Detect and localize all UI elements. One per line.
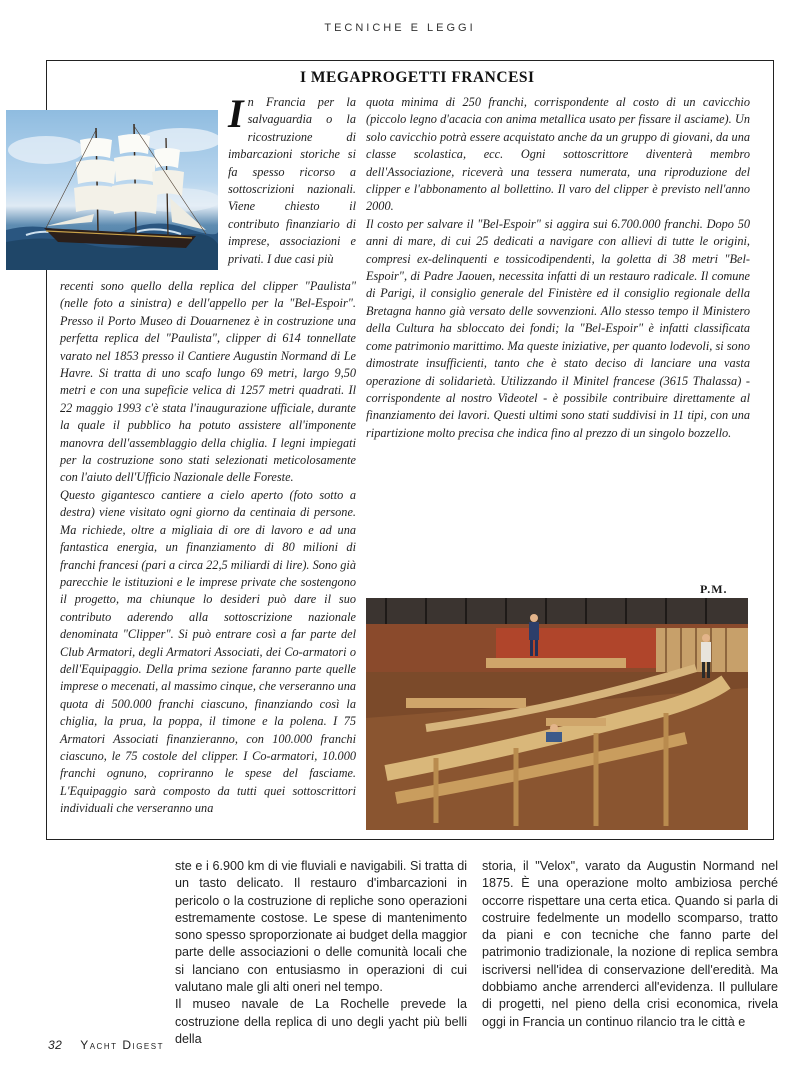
drop-cap: I bbox=[228, 91, 244, 136]
magazine-name: Yacht Digest bbox=[80, 1038, 164, 1052]
article-paragraph: storia, il "Velox", varato da Augustin Normand nel 1875. È una operazione molto ambiziosa perché occorre rispettare una certa etica. Quando si parla di costruire fedelmente un modello scomparso, tratto da piani e con tecniche che fanno parte del patrimonio tradizionale, la nozione di replica sembra iscriversi nell'idea di conservazione dell'eredità. Ma dobbiamo anche arrenderci all'evidenza. Il pullulare di progetti, nel pieno della crisi economica, rivela oggi in Francia un continuo rilancio tra le città e bbox=[482, 859, 778, 1029]
box-text-left-top bbox=[228, 91, 356, 268]
clipper-painting bbox=[6, 110, 218, 270]
box-paragraph: Il costo per salvare il "Bel-Espoir" si aggira sui 6.700.000 franchi. Dopo 50 anni di mare, di cui 25 dedicati a navigare con allievi di tutte le origini, compresi ex-delinquenti e tossicodipendenti, la goletta di 38 metri "Bel-Espoir", di Padre Jaouen, necessita infatti di un restauro radicale. Il comune di Parigi, il consiglio generale del Finistère ed il consiglio regionale della Bretagna hanno già versato delle sovvenzioni. Allo stesso tempo il Ministero della Cultura ha sbloccato dei fondi; la "Bel-Espoir" è infatti classificata come patrimonio marittimo. Ma queste iniziative, per quanto lodevoli, si sono dimostrate insufficienti, tanto che è stato deciso di lanciare una vasta operazione di solidarietà. Utilizzando il Minitel francese (3615 Thalassa) -corrispondente al nostro Videotel - è possibile contribuire direttamente al finanziamento dei lavori. Questi ultimi sono stati suddivisi in 11 tipi, con una ripartizione molto precisa che indica fino al prezzo di un singolo bozzello. bbox=[366, 216, 750, 440]
page-footer bbox=[48, 1038, 164, 1052]
box-text-left-bottom bbox=[60, 278, 356, 818]
box-title: I MEGAPROGETTI FRANCESI bbox=[300, 69, 535, 86]
box-text-right bbox=[366, 94, 750, 442]
box-paragraph: n Francia per la salvaguardia o la ricostruzione di imbarcazioni storiche si fa spesso ricorso a sottoscrizioni nazionali. Viene chiesto il contributo finanziario di imprese, associazioni e privati. I due casi più bbox=[228, 95, 356, 266]
section-header: TECNICHE E LEGGI bbox=[324, 22, 476, 34]
article-paragraph: ste e i 6.900 km di vie fluviali e navigabili. Si tratta di un tasto delicato. Il restauro d'imbarcazioni in pericolo o la costruzione di repliche sono operazioni estremamente costose. Le spese di mantenimento sono spesso sproporzionate ai budget della maggior parte delle associazioni o delle comunità locali che si lanciano con entusiasmo in operazioni di cui valutano male gli alti oneri nel tempo. bbox=[175, 859, 467, 995]
shipyard-photo bbox=[366, 598, 748, 830]
page-number: 32 bbox=[48, 1038, 63, 1052]
box-paragraph: quota minima di 250 franchi, corrispondente al costo di un cavicchio (piccolo legno d'acacia con anima metallica usato per fissare il asciame). Un solo cavicchio potrà essere acquistato anche da un gruppo di giovani, da una classe scolastica, ecc. Ogni sottoscrittore diventerà membro dell'Associazione, riceverà una tessera numerata, una riproduzione del clipper e l'abbonamento al bollettino. Il varo del clipper è previsto nell'anno 2000. bbox=[366, 95, 750, 214]
author-signature: P.M. bbox=[700, 582, 728, 596]
article-column-2 bbox=[482, 858, 778, 1031]
article-paragraph: Il museo navale de La Rochelle prevede la costruzione della replica di uno degli yacht più belli della bbox=[175, 997, 467, 1046]
box-paragraph: Questo gigantesco cantiere a cielo aperto (foto sotto a destra) viene visitato ogni giorno da centinaia di persone. Ma richiede, oltre a migliaia di ore di lavoro e ad una fantastica energia, un finanziamento di 80 milioni di franchi francesi (pari a circa 22,5 miliardi di lire). Sono già parecchie le istituzioni e le imprese private che sostengono il progetto, ma chiunque lo desideri può dare il suo contributo aderendo alla sottoscrizione nazionale denominata "Clipper". Si può entrare così a far parte del Club Armatori, degli Armatori Associati, dei Co-armatori o dell'Equipaggio. Della prima sezione faranno parte quelle imprese o mecenati, al massimo cinque, che verseranno una quota di 500.000 franchi ciascuno, finanziando così la chiglia, la prua, la poppa, il timone e la polena. I 75 Armatori Associati finanzieranno, con 100.000 franchi ciascuno, le 75 costole del clipper. I Co-armatori, 10.000 franchi ognuno, copriranno le spese del fasciame. L'Equipaggio sarà composto da tutti quei sottoscrittori individuali che verseranno una bbox=[60, 487, 356, 816]
box-paragraph: recenti sono quello della replica del clipper "Paulista" (nelle foto a sinistra) e dell'appello per la "Bel-Espoir". Presso il Porto Museo di Douarnenez è in costruzione una perfetta replica del "Paulista", clipper di 614 tonnellate varato nel 1853 presso il Cantiere Augustin Normand di Le Havre. Si tratta di uno scafo lungo 69 metri, largo 9,50 metri e con una supeficie velica di 1257 metri quadrati. Il 22 maggio 1993 c'è stata l'inaugurazione ufficiale, durante la quale il pubblico ha potuto assistere all'imponente manovra dell'assemblaggio della chiglia. I legni impiegati per la costruzione sono stati selezionati meticolosamente con l'aiuto dell'Ufficio Nazionale delle Foreste. bbox=[60, 279, 356, 485]
article-column-1 bbox=[175, 858, 467, 1048]
